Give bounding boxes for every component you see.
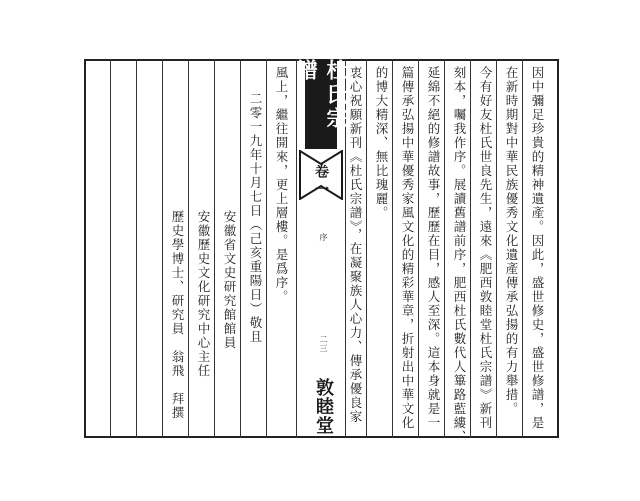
column-rule: [266, 59, 267, 438]
column-rule: [240, 59, 241, 438]
text-column: 在新時期對中華民族優秀文化遺產傳承弘揚的有力舉措。: [504, 66, 519, 416]
column-rule: [136, 59, 137, 438]
date-line: 二零一九年十月七日（己亥重陽日）敬且: [248, 92, 263, 344]
page-number: 二三: [319, 335, 328, 353]
column-rule: [214, 59, 215, 438]
hall-name: 敦睦堂: [313, 378, 334, 435]
text-column: 延綿不絕的修譜故事，歷歷在目，感人至深。這本身就是一: [426, 66, 441, 430]
column-rule: [162, 59, 163, 438]
column-rule: [496, 59, 497, 438]
volume-label: 卷一: [313, 164, 329, 200]
column-rule: [470, 59, 471, 438]
column-rule: [418, 59, 419, 438]
column-rule: [188, 59, 189, 438]
signature-line: 安徽省文史研究館館員: [222, 210, 237, 350]
text-column: 因中彌足珍貴的精神遺產。因此，盛世修史，盛世修譜，是: [530, 66, 545, 430]
text-column: 篇傳承弘揚中華優秀家風文化的精彩華章，折射出中華文化: [400, 66, 415, 430]
section-label: 序: [319, 233, 328, 242]
book-title: 杜氏宗譜: [305, 59, 337, 149]
text-column: 風上，繼往開來，更上層樓。是爲序。: [274, 66, 289, 304]
column-rule: [444, 59, 445, 438]
text-column: 衷心祝願新刊《杜氏宗譜》，在凝聚族人心力、傳承優良家: [348, 66, 363, 424]
text-column: 今有好友杜氏世良先生，遠來《肥西敦睦堂杜氏宗譜》新刊: [478, 66, 493, 430]
column-rule: [110, 59, 111, 438]
signature-line: 歷史學博士、研究員 翁飛 拜撰: [170, 210, 185, 420]
signature-line: 安徽歷史文化研究中心主任: [196, 210, 211, 378]
column-rule: [366, 59, 367, 438]
column-rule: [392, 59, 393, 438]
column-rule: [522, 59, 523, 438]
text-column: 刻本，囑我作序。展讀舊譜前序，肥西杜氏數代人篳路藍縷、: [452, 66, 467, 444]
text-column: 的博大精深、無比瑰麗。: [374, 66, 389, 220]
